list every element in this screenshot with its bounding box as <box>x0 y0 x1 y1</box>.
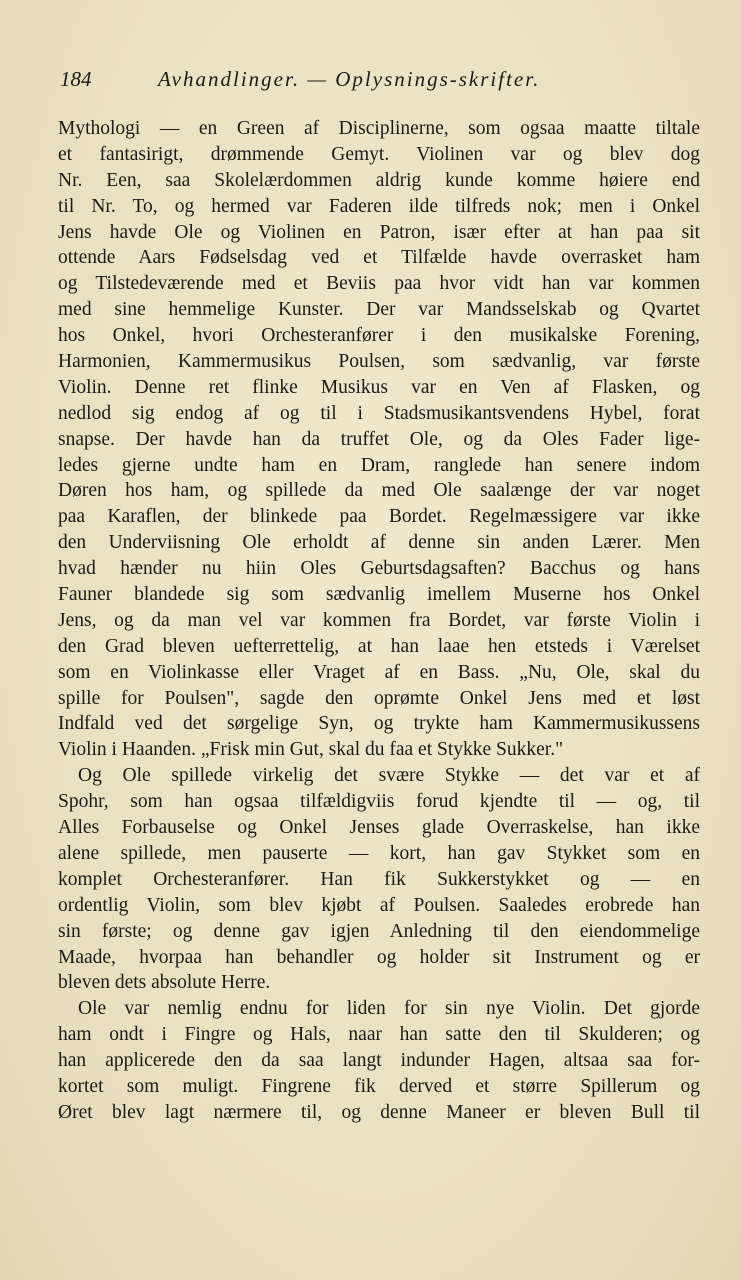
body-text <box>58 116 700 1126</box>
text-line: Indfald ved det sørgelige Syn, og trykte ham Kammermusikussens <box>58 713 700 735</box>
text-line: Violin i Haanden. „Frisk min Gut, skal du faa et Stykke Sukker." <box>58 739 564 761</box>
text-line: ordentlig Violin, som blev kjøbt af Poulsen. Saaledes erobrede han <box>58 894 700 916</box>
text-line: til Nr. To, og hermed var Faderen ilde tilfreds nok; men i Onkel <box>58 195 700 217</box>
text-line: ham ondt i Fingre og Hals, naar han satte den til Skulderen; og <box>58 1024 700 1046</box>
text-line: Døren hos ham, og spillede da med Ole saalænge der var noget <box>58 480 700 502</box>
text-line: den Grad bleven uefterrettelig, at han laae hen etsteds i Værelset <box>58 635 700 657</box>
text-line: ledes gjerne undte ham en Dram, ranglede han senere indom <box>58 454 700 476</box>
text-line: sin første; og denne gav igjen Anledning til den eiendommelige <box>58 920 700 942</box>
text-line: et fantasirigt, drømmende Gemyt. Violinen var og blev dog <box>58 143 700 165</box>
text-line: Spohr, som han ogsaa tilfældigviis forud kjendte til — og, til <box>58 791 700 813</box>
page-header <box>60 64 700 94</box>
text-line: og Tilstedeværende med et Beviis paa hvor vidt han var kommen <box>58 273 700 295</box>
text-line: paa Karaflen, der blinkede paa Bordet. Regelmæssigere var ikke <box>58 506 700 528</box>
text-line: Alles Forbauselse og Onkel Jenses glade Overraskelse, han ikke <box>58 817 700 839</box>
text-line: Og Ole spillede virkelig det svære Stykke — det var et af <box>78 765 700 787</box>
running-title: Avhandlinger. — Oplysnings-skrifter. <box>158 67 541 91</box>
text-line: alene spillede, men pauserte — kort, han gav Stykket som en <box>58 842 700 864</box>
text-line: Jens, og da man vel var kommen fra Bordet, var første Violin i <box>58 609 700 631</box>
text-line: med sine hemmelige Kunster. Der var Mandsselskab og Qvartet <box>58 299 700 321</box>
text-line: som en Violinkasse eller Vraget af en Bass. „Nu, Ole, skal du <box>58 661 700 683</box>
page-number: 184 <box>60 67 92 91</box>
text-line: ottende Aars Fødselsdag ved et Tilfælde havde overrasket ham <box>58 247 700 269</box>
text-line: Harmonien, Kammermusikus Poulsen, som sædvanlig, var første <box>58 351 700 373</box>
text-line: Violin. Denne ret flinke Musikus var en Ven af Flasken, og <box>58 376 700 398</box>
text-line: han applicerede den da saa langt indunder Hagen, altsaa saa for- <box>58 1050 700 1072</box>
text-line: Øret blev lagt nærmere til, og denne Maneer er bleven Bull til <box>58 1101 700 1123</box>
text-line: hos Onkel, hvori Orchesteranfører i den musikalske Forening, <box>58 325 700 347</box>
text-line: hvad hænder nu hiin Oles Geburtsdagsaften? Bacchus og hans <box>58 558 700 580</box>
text-line: Nr. Een, saa Skolelærdommen aldrig kunde komme høiere end <box>58 169 700 191</box>
text-line: Mythologi — en Green af Disciplinerne, som ogsaa maatte tiltale <box>58 118 700 139</box>
text-line: Ole var nemlig endnu for liden for sin nye Violin. Det gjorde <box>78 998 700 1020</box>
text-line: bleven dets absolute Herre. <box>58 972 271 994</box>
text-line: Fauner blandede sig som sædvanlig imellem Muserne hos Onkel <box>58 584 700 606</box>
text-line: Jens havde Ole og Violinen en Patron, især efter at han paa sit <box>58 221 700 243</box>
text-line: kortet som muligt. Fingrene fik derved et større Spillerum og <box>58 1075 700 1097</box>
text-line: snapse. Der havde han da truffet Ole, og da Oles Fader lige- <box>58 428 700 450</box>
text-line: den Underviisning Ole erholdt af denne sin anden Lærer. Men <box>58 532 700 554</box>
text-line: nedlod sig endog af og til i Stadsmusikantsvendens Hybel, forat <box>58 402 700 424</box>
text-line: Maade, hvorpaa han behandler og holder sit Instrument og er <box>58 946 700 968</box>
text-line: komplet Orchesteranfører. Han fik Sukkerstykket og — en <box>58 868 700 890</box>
text-line: spille for Poulsen", sagde den oprømte Onkel Jens med et løst <box>58 687 700 709</box>
